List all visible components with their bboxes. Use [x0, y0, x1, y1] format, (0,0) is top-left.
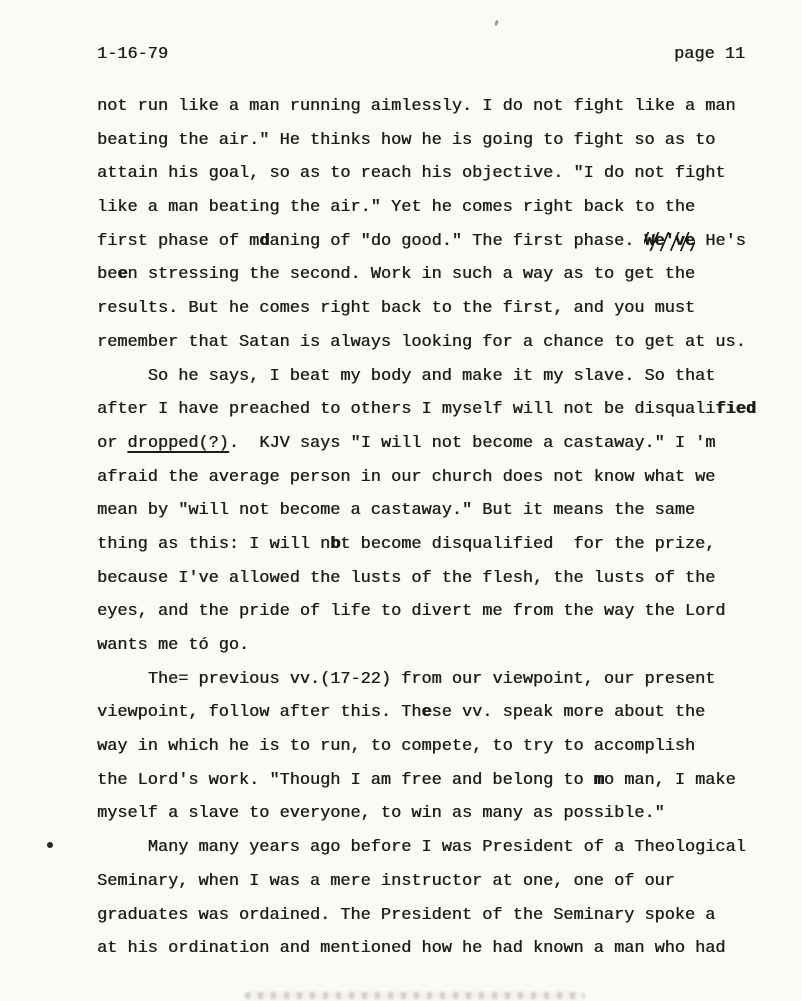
text-segment: after I have preached to others I myself will not be disquali — [97, 400, 716, 420]
text-segment-overstrike: b — [330, 534, 341, 554]
text-segment: thing as this: I will n — [97, 534, 331, 554]
text-segment: beating the air." He thinks how he is going to fight so as to — [97, 130, 716, 150]
text-line — [97, 562, 802, 596]
text-line — [97, 258, 802, 292]
text-segment: se vv. speak more about the — [431, 703, 706, 723]
text-segment: myself a slave to everyone, to win as many as possible." — [97, 804, 665, 824]
text-line — [97, 764, 802, 798]
text-segment: Seminary, when I was a mere instructor at one, one of our — [97, 871, 675, 891]
text-line — [97, 393, 802, 427]
text-segment: not run like a man running aimlessly. I do not fight like a man — [97, 97, 736, 116]
text-segment: o man, I make — [603, 770, 736, 790]
text-line — [97, 225, 802, 259]
text-segment: mean by "will not become a castaway." But it means the same — [97, 501, 696, 521]
text-line — [97, 124, 802, 158]
text-segment-overstrike: d — [259, 231, 270, 251]
text-line — [97, 797, 802, 831]
text-line — [97, 730, 802, 764]
text-segment-overstrike: e — [421, 703, 432, 723]
text-segment: He's — [695, 231, 746, 251]
text-segment: So he says, I beat my body and make it my slave. So that — [147, 366, 716, 386]
text-segment: way in which he is to run, to compete, to try to accomplish — [97, 737, 696, 757]
text-line — [97, 461, 802, 495]
text-segment: . KJV says "I will not become a castaway." I 'm — [228, 433, 716, 453]
text-segment: eyes, and the pride of life to divert me from the way the Lord — [97, 602, 726, 622]
text-line — [97, 528, 802, 562]
text-line — [97, 831, 802, 865]
text-segment: t become disqualified for the prize, — [340, 534, 716, 554]
text-segment: graduates was ordained. The President of the Seminary spoke a — [97, 905, 716, 925]
header-date: 1-16-79 — [97, 45, 168, 64]
text-line — [97, 157, 802, 191]
text-segment: like a man beating the air." Yet he comes right back to the — [97, 198, 696, 218]
text-segment: remember that Satan is always looking for a chance to get at us. — [97, 332, 746, 352]
text-segment: afraid the average person in our church does not know what we — [97, 467, 716, 487]
text-segment: The= previous vv.(17-22) from our viewpoint, our present — [147, 669, 716, 689]
text-line — [97, 90, 802, 124]
text-segment: Many many years ago before I was President of a Theological — [147, 838, 746, 858]
text-line — [97, 427, 802, 461]
text-segment: at his ordination and mentioned how he had known a man who had — [97, 939, 726, 959]
ink-speck-artifact — [494, 20, 499, 27]
page-header — [97, 44, 745, 66]
text-body — [97, 90, 802, 966]
text-line — [97, 865, 802, 899]
text-line — [97, 494, 802, 528]
text-line — [97, 899, 802, 933]
text-segment: first phase of m — [97, 231, 260, 251]
text-segment: attain his goal, so as to reach his objective. "I do not fight — [97, 164, 726, 184]
text-segment-strike: We've — [644, 231, 696, 251]
text-segment: results. But he comes right back to the first, and you must — [97, 299, 696, 319]
text-segment: the Lord's work. "Though I am free and belong to — [97, 770, 594, 790]
text-line — [97, 191, 802, 225]
text-segment-overstrike: fied — [715, 400, 756, 420]
text-line — [97, 595, 802, 629]
text-segment: be — [97, 265, 118, 285]
header-page-number: page 11 — [674, 45, 745, 64]
text-segment-overstrike: m — [593, 770, 604, 790]
text-line — [97, 663, 802, 697]
ink-dot-artifact — [47, 842, 53, 848]
text-line — [97, 292, 802, 326]
text-segment: viewpoint, follow after this. Th — [97, 703, 422, 723]
text-segment: n stressing the second. Work in such a way as to get the — [127, 265, 696, 285]
text-segment-underline: dropped(?) — [127, 433, 229, 453]
text-segment: or — [97, 433, 128, 453]
text-segment: because I've allowed the lusts of the flesh, the lusts of the — [97, 568, 716, 588]
text-segment-overstrike: e — [117, 265, 128, 285]
text-segment: wants me tó go. — [97, 636, 250, 655]
text-line — [97, 629, 802, 663]
cutoff-text-smudge-artifact — [245, 992, 585, 999]
text-line — [97, 696, 802, 730]
text-segment: aning of "do good." The first phase. — [269, 231, 645, 251]
text-line — [97, 360, 802, 394]
text-line — [97, 932, 802, 966]
text-line — [97, 326, 802, 360]
